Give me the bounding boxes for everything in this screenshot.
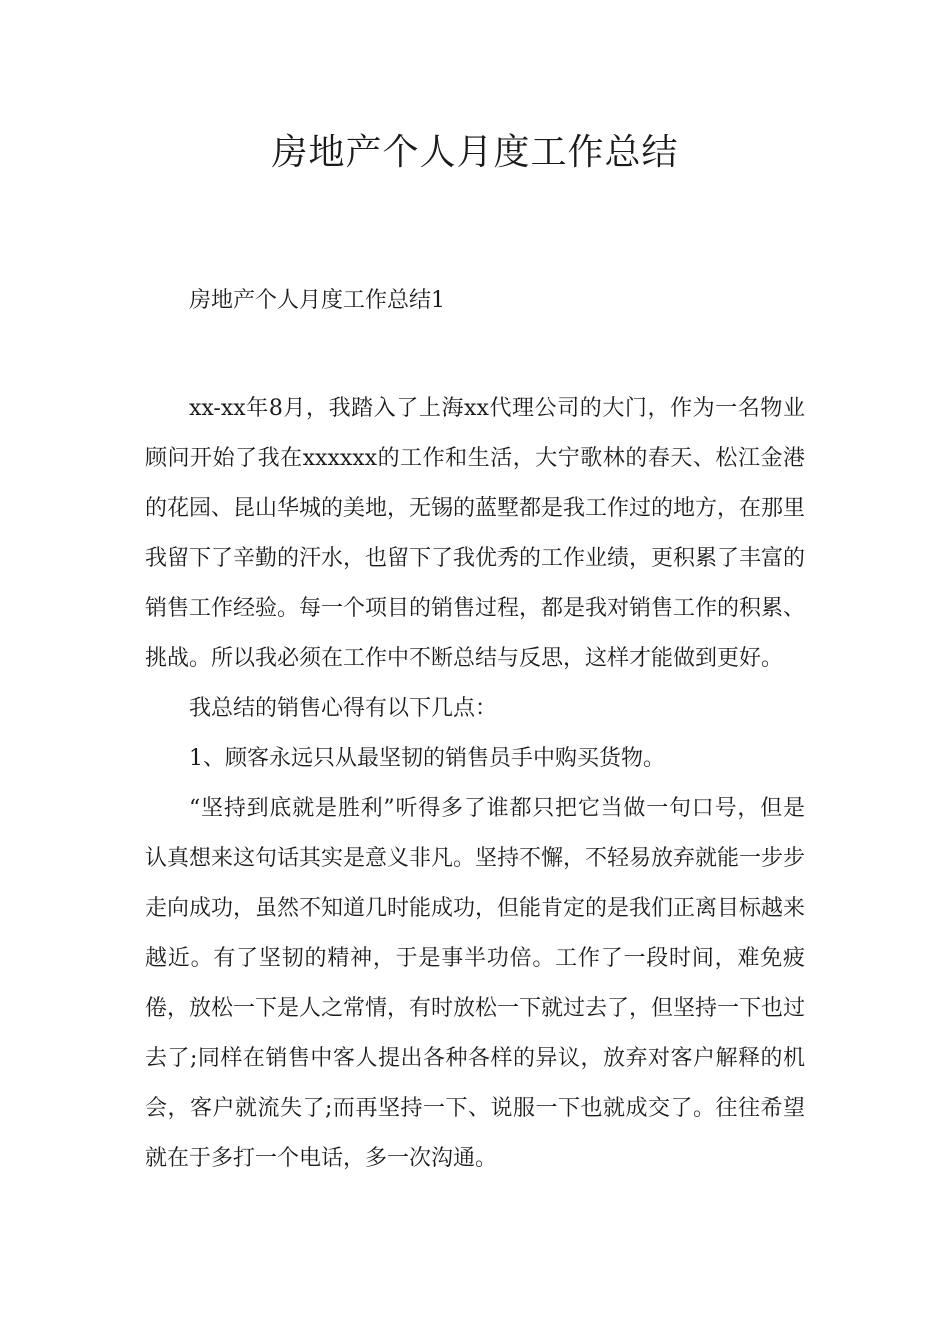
paragraph-point-1: 1、顾客永远只从最坚韧的销售员手中购买货物。 — [189, 746, 665, 771]
section-heading: 房地产个人月度工作总结1 — [189, 288, 445, 313]
paragraph-persistence: “坚持到底就是胜利”听得多了谁都只把它当做一句口号，但是认真想来这句话其实是意义非凡。坚持不懈，不轻易放弃就能一步步走向成功，虽然不知道几时能成功，但能肯定的是我们正离目标越来越近。有了坚韧的精神，于是事半功倍。工作了一段时间，难免疲倦，放松一下是人之常情，有时放松一下就过去了，但坚持一下也过去了;同样在销售中客人提出各种各样的异议，放弃对客户解释的机会，客户就流失了;而再坚持一下、说服一下也就成交了。往往希望就在于多打一个电话，多一次沟通。 — [145, 796, 806, 1171]
paragraph-summary-lead: 我总结的销售心得有以下几点： — [189, 696, 498, 721]
document-body — [145, 384, 805, 1184]
document-title: 房地产个人月度工作总结 — [271, 132, 679, 173]
paragraph-intro: xx-xx年8月，我踏入了上海xx代理公司的大门，作为一名物业顾问开始了我在xxxxxx的工作和生活，大宁歌林的春天、松江金港的花园、昆山华城的美地，无锡的蓝墅都是我工作过的地方，在那里我留下了辛勤的汗水，也留下了我优秀的工作业绩，更积累了丰富的销售工作经验。每一个项目的销售过程，都是我对销售工作的积累、挑战。所以我必须在工作中不断总结与反思，这样才能做到更好。 — [145, 396, 806, 671]
